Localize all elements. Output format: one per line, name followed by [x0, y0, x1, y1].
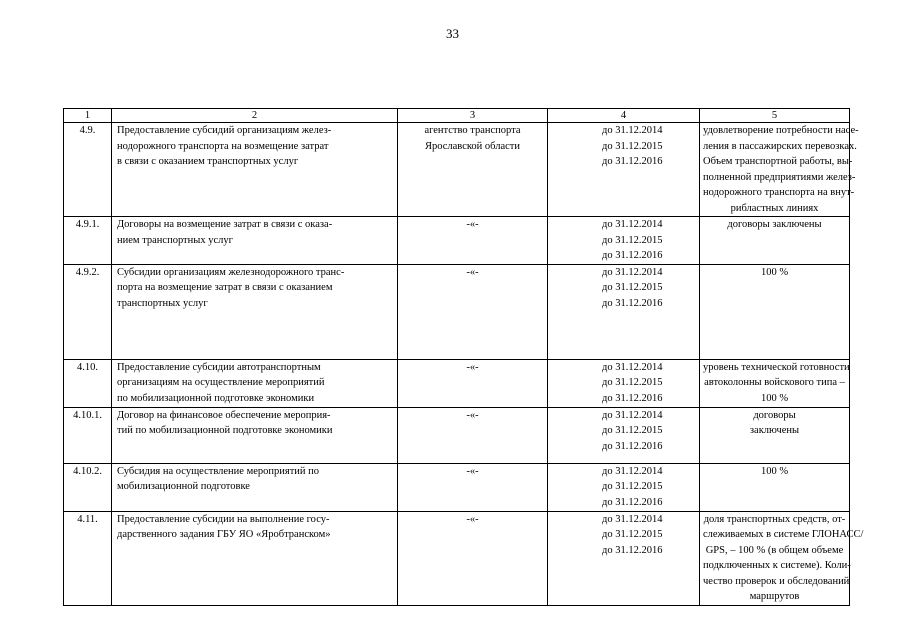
expected-result-line: договоры	[753, 409, 796, 421]
expected-result-line: 100 %	[760, 266, 789, 278]
deadline-line: до 31.12.2014	[602, 361, 663, 373]
deadline	[548, 407, 700, 463]
expected-result-line: ления в пассажирских перевозках.	[703, 140, 857, 152]
header-cell: 4	[548, 109, 700, 123]
table-row	[64, 359, 850, 407]
deadline-line: до 31.12.2016	[602, 544, 663, 556]
deadline-line: до 31.12.2014	[602, 266, 663, 278]
item-number: 4.9.	[64, 123, 112, 217]
responsible-executor	[398, 123, 548, 217]
item-number: 4.9.1.	[64, 217, 112, 265]
page-number: 33	[446, 26, 459, 41]
item-number: 4.10.2.	[64, 463, 112, 511]
measure-description	[112, 123, 398, 217]
measure-description-line: порта на возмещение затрат в связи с оказанием	[117, 282, 333, 293]
expected-result-line: заключены	[749, 425, 800, 436]
measure-description-line: тий по мобилизационной подготовке экономики	[117, 425, 333, 436]
expected-result	[700, 217, 850, 265]
expected-result-line: 100 %	[760, 392, 789, 404]
measure-description	[112, 511, 398, 605]
responsible-executor	[398, 359, 548, 407]
responsible-executor-line: -«-	[466, 219, 479, 230]
measure-description	[112, 359, 398, 407]
header-cell: 3	[398, 109, 548, 123]
expected-result-line: подключенных к системе). Коли-	[703, 560, 851, 571]
deadline-line: до 31.12.2015	[602, 481, 663, 492]
measure-description-line: мобилизационной подготовке	[117, 481, 250, 492]
responsible-executor	[398, 463, 548, 511]
deadline	[548, 359, 700, 407]
expected-result-line: автоколонны войскового типа –	[704, 377, 845, 388]
deadline-line: до 31.12.2016	[602, 496, 663, 508]
deadline	[548, 511, 700, 605]
measure-description-line: нодорожного транспорта на возмещение затрат	[117, 140, 329, 152]
responsible-executor	[398, 511, 548, 605]
deadline-line: до 31.12.2016	[602, 440, 663, 452]
deadline	[548, 463, 700, 511]
deadline-line: до 31.12.2016	[602, 156, 663, 167]
measure-description-line: дарственного задания ГБУ ЯО «Яробтранском»	[117, 529, 331, 540]
expected-result-line: слеживаемых в системе ГЛОНАСС/	[703, 529, 864, 540]
expected-result-line: GPS, – 100 % (в общем объеме	[705, 544, 844, 556]
responsible-executor-line: -«-	[466, 361, 479, 373]
expected-result-line: рибластных линиях	[730, 202, 819, 214]
item-number: 4.11.	[64, 511, 112, 605]
measure-description-line: Предоставление субсидии автотранспортным	[117, 361, 321, 373]
header-row	[64, 109, 850, 123]
measure-description-line: Субсидия на осуществление мероприятий по	[117, 465, 320, 477]
measure-description	[112, 217, 398, 265]
measure-description-line: Предоставление субсидий организациям желез-	[117, 125, 332, 136]
measure-description-line: нием транспортных услуг	[117, 234, 233, 246]
expected-result	[700, 407, 850, 463]
expected-result-line: уровень технической готовности	[703, 361, 850, 373]
measure-description	[112, 407, 398, 463]
expected-result-line: полненной предприятиями желез-	[703, 171, 856, 183]
deadline-line: до 31.12.2014	[602, 465, 663, 477]
deadline-line: до 31.12.2015	[602, 140, 663, 152]
measure-description	[112, 463, 398, 511]
measure-description-line: в связи с оказанием транспортных услуг	[117, 156, 299, 167]
responsible-executor-line: -«-	[466, 266, 479, 278]
header-cell: 2	[112, 109, 398, 123]
expected-result-line: чество проверок и обследований	[703, 575, 850, 587]
deadline-line: до 31.12.2014	[602, 219, 663, 230]
expected-result-line: Объем транспортной работы, вы-	[703, 156, 853, 167]
responsible-executor	[398, 407, 548, 463]
table-row	[64, 407, 850, 463]
measure-description-line: Договор на финансовое обеспечение мероприя-	[117, 409, 331, 421]
deadline-line: до 31.12.2015	[602, 377, 663, 388]
responsible-executor	[398, 264, 548, 359]
table-row	[64, 511, 850, 605]
measure-description-line: Субсидии организациям железнодорожного транс-	[117, 266, 345, 278]
deadline-line: до 31.12.2016	[602, 297, 663, 309]
expected-result	[700, 264, 850, 359]
expected-result-line: нодорожного транспорта на внут-	[703, 187, 855, 198]
item-number: 4.9.2.	[64, 264, 112, 359]
table-row	[64, 217, 850, 265]
expected-result	[700, 463, 850, 511]
deadline	[548, 217, 700, 265]
responsible-executor	[398, 217, 548, 265]
deadline-line: до 31.12.2015	[602, 425, 663, 436]
responsible-executor-line: -«-	[466, 513, 479, 525]
deadline-line: до 31.12.2015	[602, 282, 663, 293]
header-cell: 1	[64, 109, 112, 123]
measure-description-line: по мобилизационной подготовке экономики	[117, 392, 315, 404]
expected-result	[700, 359, 850, 407]
deadline-line: до 31.12.2015	[602, 234, 663, 246]
item-number: 4.10.1.	[64, 407, 112, 463]
deadline-line: до 31.12.2014	[602, 409, 663, 421]
expected-result	[700, 511, 864, 605]
table-row	[64, 264, 850, 359]
measure-description-line: транспортных услуг	[117, 297, 208, 309]
measure-description-line: Договоры на возмещение затрат в связи с оказа-	[117, 219, 333, 230]
deadline-line: до 31.12.2014	[602, 513, 663, 525]
measure-description-line: Предоставление субсидии на выполнение госу-	[117, 513, 330, 525]
expected-result-line: маршрутов	[749, 591, 800, 602]
table-row	[64, 463, 850, 511]
table-row	[64, 123, 850, 217]
deadline-line: до 31.12.2016	[602, 392, 663, 404]
measure-description-line: организациям на осуществление мероприятий	[117, 377, 325, 388]
deadline-line: до 31.12.2016	[602, 250, 663, 261]
expected-result-line: 100 %	[760, 465, 789, 477]
deadline	[548, 264, 700, 359]
program-measures-table	[63, 108, 864, 606]
item-number: 4.10.	[64, 359, 112, 407]
header-cell: 5	[700, 109, 850, 123]
measure-description	[112, 264, 398, 359]
responsible-executor-line: агентство транспорта	[424, 125, 521, 136]
expected-result-line: доля транспортных средств, от-	[703, 513, 846, 525]
deadline-line: до 31.12.2014	[602, 125, 663, 136]
responsible-executor-line: -«-	[466, 465, 479, 477]
deadline	[548, 123, 700, 217]
responsible-executor-line: Ярославской области	[424, 140, 521, 152]
expected-result-line: удовлетворение потребности насе-	[703, 125, 859, 136]
expected-result-line: договоры заключены	[727, 219, 822, 230]
deadline-line: до 31.12.2015	[602, 529, 663, 540]
expected-result	[700, 123, 859, 217]
responsible-executor-line: -«-	[466, 409, 479, 421]
